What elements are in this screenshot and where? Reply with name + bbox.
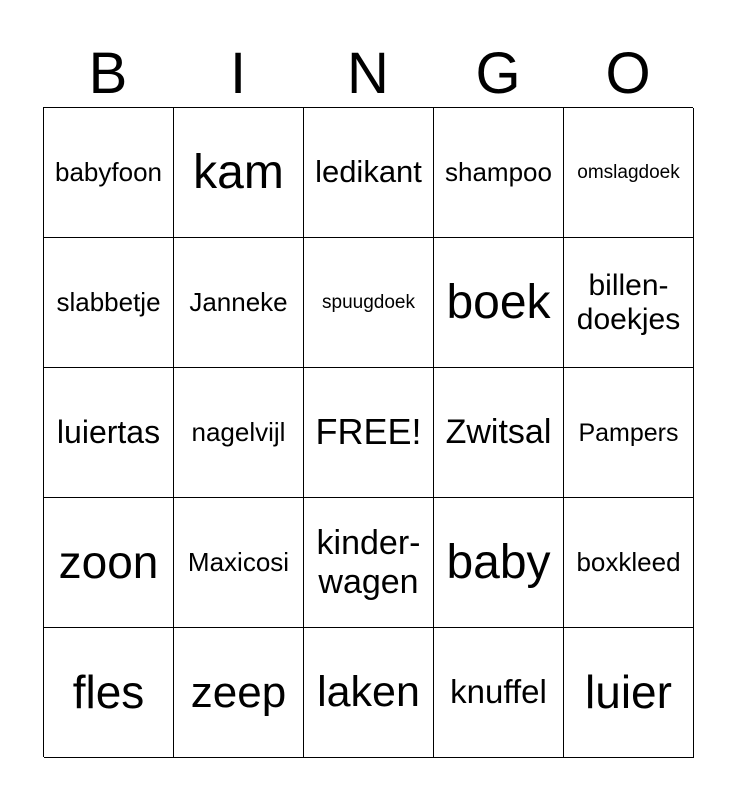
bingo-cell: nagelvijl: [174, 368, 304, 498]
bingo-cell: Maxicosi: [174, 498, 304, 628]
bingo-cell: Pampers: [564, 368, 694, 498]
header-letter-b: B: [88, 41, 128, 106]
bingo-cell: slabbetje: [44, 238, 174, 368]
bingo-cell: boxkleed: [564, 498, 694, 628]
bingo-cell: omslagdoek: [564, 108, 694, 238]
bingo-cell: spuugdoek: [304, 238, 434, 368]
free-space-cell: FREE!: [304, 368, 434, 498]
bingo-cell: zoon: [44, 498, 174, 628]
header-letter-g: G: [475, 41, 521, 106]
bingo-cell: Zwitsal: [434, 368, 564, 498]
bingo-cell: boek: [434, 238, 564, 368]
bingo-cell: kam: [174, 108, 304, 238]
header-letter-o: O: [605, 41, 651, 106]
bingo-cell: baby: [434, 498, 564, 628]
bingo-cell: billen- doekjes: [564, 238, 694, 368]
bingo-cell: shampoo: [434, 108, 564, 238]
bingo-header: [43, 42, 693, 106]
bingo-cell: knuffel: [434, 628, 564, 758]
bingo-cell: laken: [304, 628, 434, 758]
bingo-card-grid: [43, 107, 693, 757]
bingo-cell: fles: [44, 628, 174, 758]
bingo-cell: babyfoon: [44, 108, 174, 238]
bingo-cell: luier: [564, 628, 694, 758]
bingo-cell: luiertas: [44, 368, 174, 498]
header-letter-n: N: [347, 41, 389, 106]
header-letter-i: I: [229, 41, 247, 106]
bingo-cell: kinder- wagen: [304, 498, 434, 628]
bingo-cell: zeep: [174, 628, 304, 758]
bingo-cell: Janneke: [174, 238, 304, 368]
bingo-cell: ledikant: [304, 108, 434, 238]
